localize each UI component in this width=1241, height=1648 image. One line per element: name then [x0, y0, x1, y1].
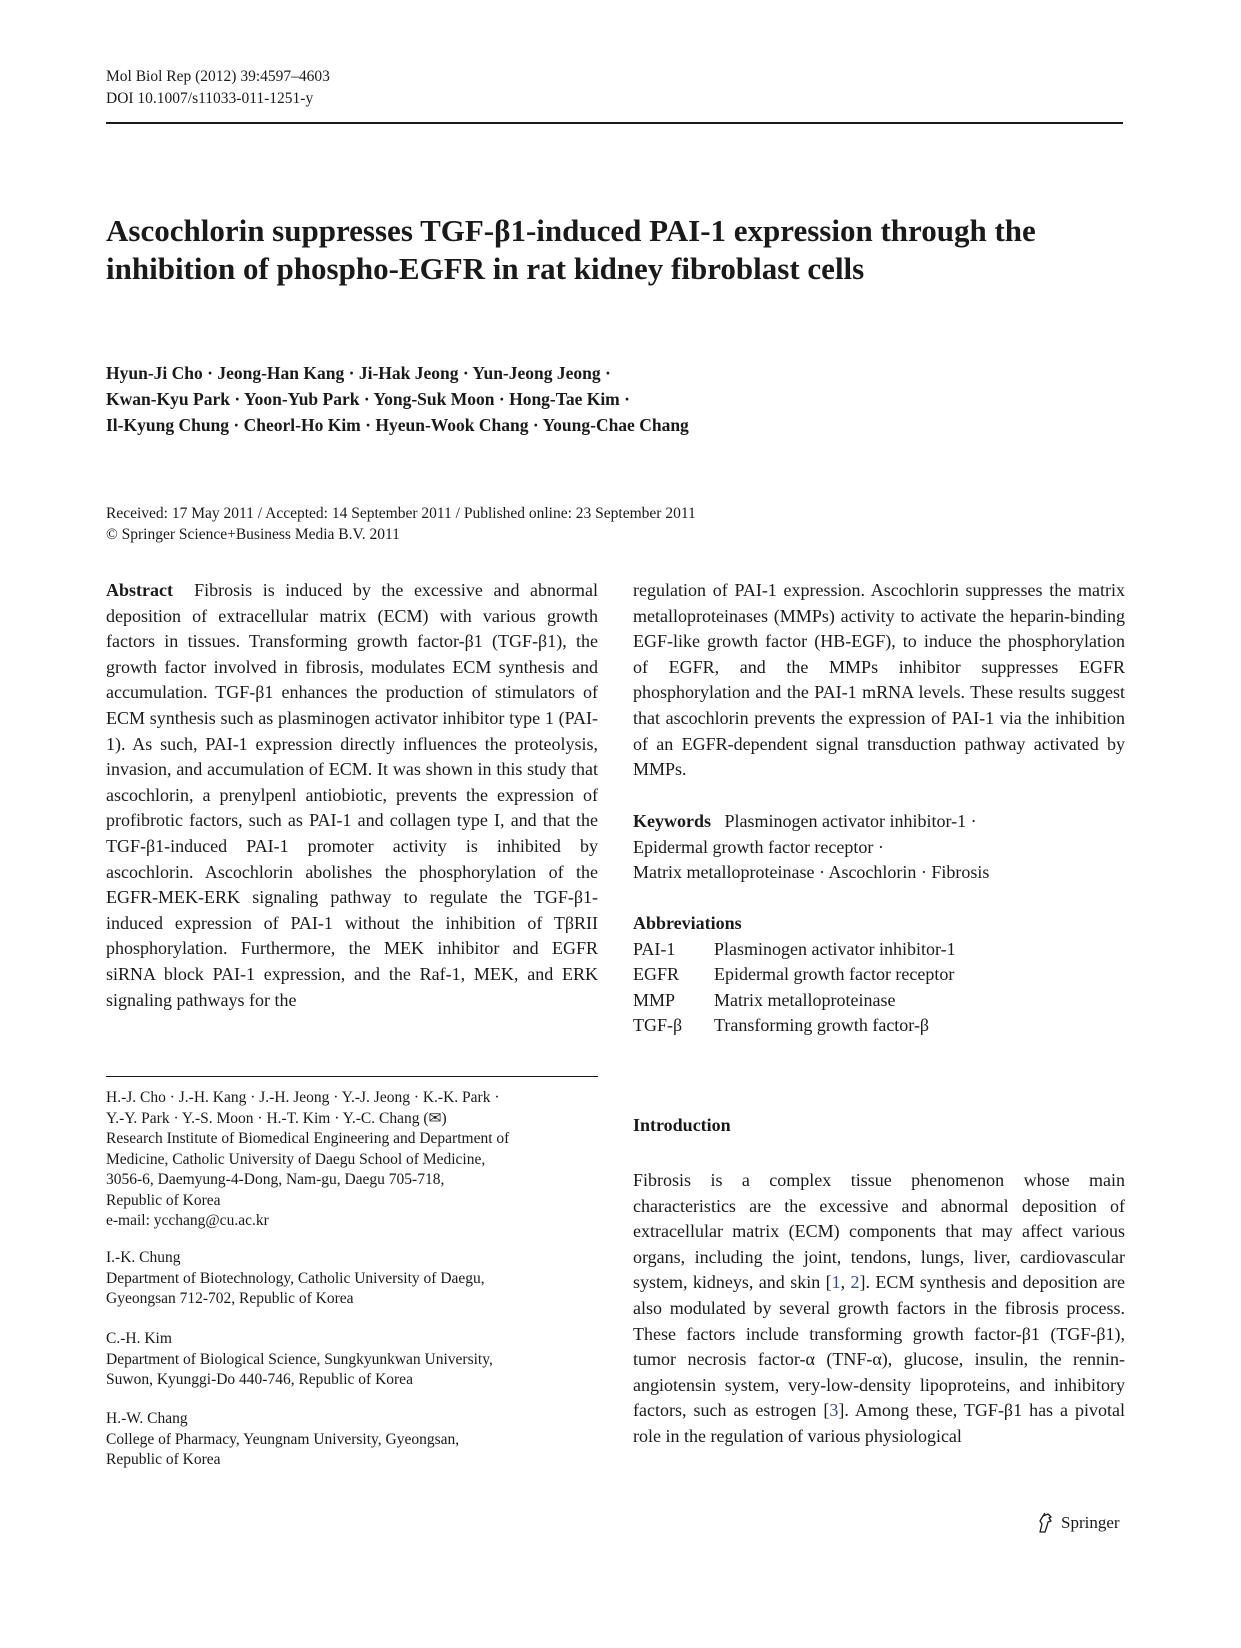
abbreviation-meaning: Transforming growth factor-β — [714, 1015, 930, 1036]
affiliation — [106, 1088, 606, 1232]
affiliation — [106, 1409, 606, 1471]
intro-text: ]. Among these, TGF-β1 has a pivotal role in the regulation of various physiological — [633, 1400, 1125, 1446]
affiliation-address: 3056-6, Daemyung-4-Dong, Nam-gu, Daegu 705-718, — [106, 1171, 445, 1188]
affiliation-names: H.-J. Cho · J.-H. Kang · J.-H. Jeong · Y.-J. Jeong · K.-K. Park · — [106, 1089, 500, 1106]
copyright: © Springer Science+Business Media B.V. 2011 — [106, 526, 400, 543]
affiliation-address: College of Pharmacy, Yeungnam University, Gyeongsan, — [106, 1430, 460, 1448]
abbreviation-row — [633, 988, 1125, 1014]
article-title: Ascochlorin suppresses TGF-β1-induced PAI-1 expression through the inhibition of phospho-EGFR in rat kidney fibroblast cells — [106, 213, 1036, 286]
publisher-name: Springer — [1061, 1513, 1120, 1532]
author-line: Il-Kyung Chung · Cheorl-Ho Kim · Hyeun-Wook Chang · Young-Chae Chang — [106, 415, 689, 435]
abbreviation-term: TGF-β — [633, 1015, 683, 1036]
doi: DOI 10.1007/s11033-011-1251-y — [106, 90, 314, 107]
author-line: Kwan-Kyu Park · Yoon-Yub Park · Yong-Suk Moon · Hong-Tae Kim · — [106, 389, 630, 409]
abbreviations-heading: Abbreviations — [633, 913, 742, 933]
affiliation-name: C.-H. Kim — [106, 1330, 172, 1347]
abbreviation-meaning: Plasminogen activator inhibitor-1 — [714, 938, 956, 959]
publisher-logo — [1036, 1512, 1120, 1534]
citation-separator: , — [840, 1272, 851, 1293]
affiliation-address: Suwon, Kyunggi-Do 440-746, Republic of Korea — [106, 1371, 413, 1388]
keyword-line: Epidermal growth factor receptor · — [633, 836, 884, 857]
received-dates: Received: 17 May 2011 / Accepted: 14 September 2011 / Published online: 23 September 2011 — [106, 505, 696, 522]
intro-text: Fibrosis is a complex tissue phenomenon whose main characteristics are the excessive and abnormal deposition of extracellular matrix (ECM) components that may affect various organs, including the joint, tendons, lungs, liver, cardiovascular system, kidneys, and skin [ — [633, 1170, 1125, 1293]
citation-link[interactable]: 3 — [829, 1400, 839, 1421]
citation-link[interactable]: 1 — [831, 1272, 841, 1293]
abbreviation-row — [633, 1013, 1125, 1039]
affiliation-address: Department of Biotechnology, Catholic University of Daegu, — [106, 1269, 485, 1287]
abbreviation-term: PAI-1 — [633, 938, 676, 959]
journal-citation: Mol Biol Rep (2012) 39:4597–4603 — [106, 68, 330, 85]
affiliation-address: Gyeongsan 712-702, Republic of Korea — [106, 1290, 354, 1307]
affiliation-address: Department of Biological Science, Sungkyunkwan University, — [106, 1350, 493, 1368]
affiliation-names: Y.-Y. Park · Y.-S. Moon · H.-T. Kim · Y.-C. Chang (✉) — [106, 1109, 447, 1127]
footnote-rule — [106, 1076, 598, 1077]
affiliation — [106, 1329, 606, 1391]
springer-horse-icon — [1036, 1512, 1056, 1534]
abstract-text: Fibrosis is induced by the excessive and abnormal deposition of extracellular matrix (ECM) with various growth factors in tissues. Transforming growth factor-β1 (TGF-β1), the growth factor involved in fibrosis, modulates ECM synthesis and accumulation. TGF-β1 enhances the production of stimulators of ECM synthesis such as plasminogen activator inhibitor type 1 (PAI-1). As such, PAI-1 expression directly influences the proteolysis, invasion, and accumulation of ECM. It was shown in this study that ascochlorin, a prenylpenl antiobiotic, prevents the expression of profibrotic factors, such as PAI-1 and collagen type I, and that the TGF-β1-induced PAI-1 promoter activity is inhibited by ascochlorin. Ascochlorin abolishes the phosphorylation of the EGFR-MEK-ERK signaling pathway to regulate the TGF-β1-induced expression of PAI-1 without the inhibition of TβRII phosphorylation. Furthermore, the MEK inhibitor and EGFR siRNA block PAI-1 expression, and the Raf-1, MEK, and ERK signaling pathways for the — [106, 580, 598, 1010]
affiliation — [106, 1248, 606, 1310]
intro-text: ]. ECM synthesis and deposition are also modulated by several growth factors in the fibrosis process. These factors include transforming growth factor-β1 (TGF-β1), tumor necrosis factor-α (TNF-α), glucose, insulin, the rennin-angiotensin system, very-low-density lipoproteins, and inhibitory factors, such as estrogen [ — [633, 1272, 1125, 1421]
corresponding-email[interactable]: e-mail: ycchang@cu.ac.kr — [106, 1212, 269, 1229]
citation-link[interactable]: 2 — [850, 1272, 860, 1293]
abbreviation-meaning: Epidermal growth factor receptor — [714, 964, 955, 985]
abbreviation-row — [633, 962, 1125, 988]
abbreviation-row — [633, 937, 1125, 963]
keywords — [633, 809, 1125, 886]
abstract-text-continued: regulation of PAI-1 expression. Ascochlorin suppresses the matrix metalloproteinases (MMPs) activity to activate the heparin-binding EGF-like growth factor (HB-EGF), to induce the phosphorylation of EGFR, and the MMPs inhibitor suppresses EGFR phosphorylation and the PAI-1 mRNA levels. These results suggest that ascochlorin prevents the expression of PAI-1 via the inhibition of an EGFR-dependent signal transduction pathway activated by MMPs. — [633, 580, 1125, 780]
affiliation-address: Medicine, Catholic University of Daegu School of Medicine, — [106, 1150, 486, 1168]
header-rule — [106, 122, 1123, 124]
abbreviation-term: EGFR — [633, 964, 680, 985]
affiliation-address: Republic of Korea — [106, 1191, 221, 1209]
abstract-left — [106, 578, 598, 1013]
affiliation-name: I.-K. Chung — [106, 1249, 181, 1266]
affiliation-address: Research Institute of Biomedical Engineering and Department of — [106, 1130, 510, 1147]
abstract-heading: Abstract — [106, 580, 173, 600]
introduction-heading: Introduction — [633, 1115, 731, 1135]
affiliation-address: Republic of Korea — [106, 1451, 221, 1468]
abstract-right — [633, 578, 1125, 783]
keywords-heading: Keywords — [633, 811, 711, 831]
keyword-line: Plasminogen activator inhibitor-1 · — [724, 811, 977, 831]
introduction-body — [633, 1168, 1125, 1450]
author-list — [106, 360, 1006, 438]
abbreviation-term: MMP — [633, 989, 676, 1010]
abbreviation-meaning: Matrix metalloproteinase — [714, 989, 896, 1010]
author-line: Hyun-Ji Cho · Jeong-Han Kang · Ji-Hak Jeong · Yun-Jeong Jeong · — [106, 363, 611, 383]
affiliation-name: H.-W. Chang — [106, 1410, 188, 1427]
publication-dates — [106, 503, 1106, 545]
keyword-line: Matrix metalloproteinase · Ascochlorin · Fibrosis — [633, 862, 990, 883]
abbreviations — [633, 911, 1125, 1039]
